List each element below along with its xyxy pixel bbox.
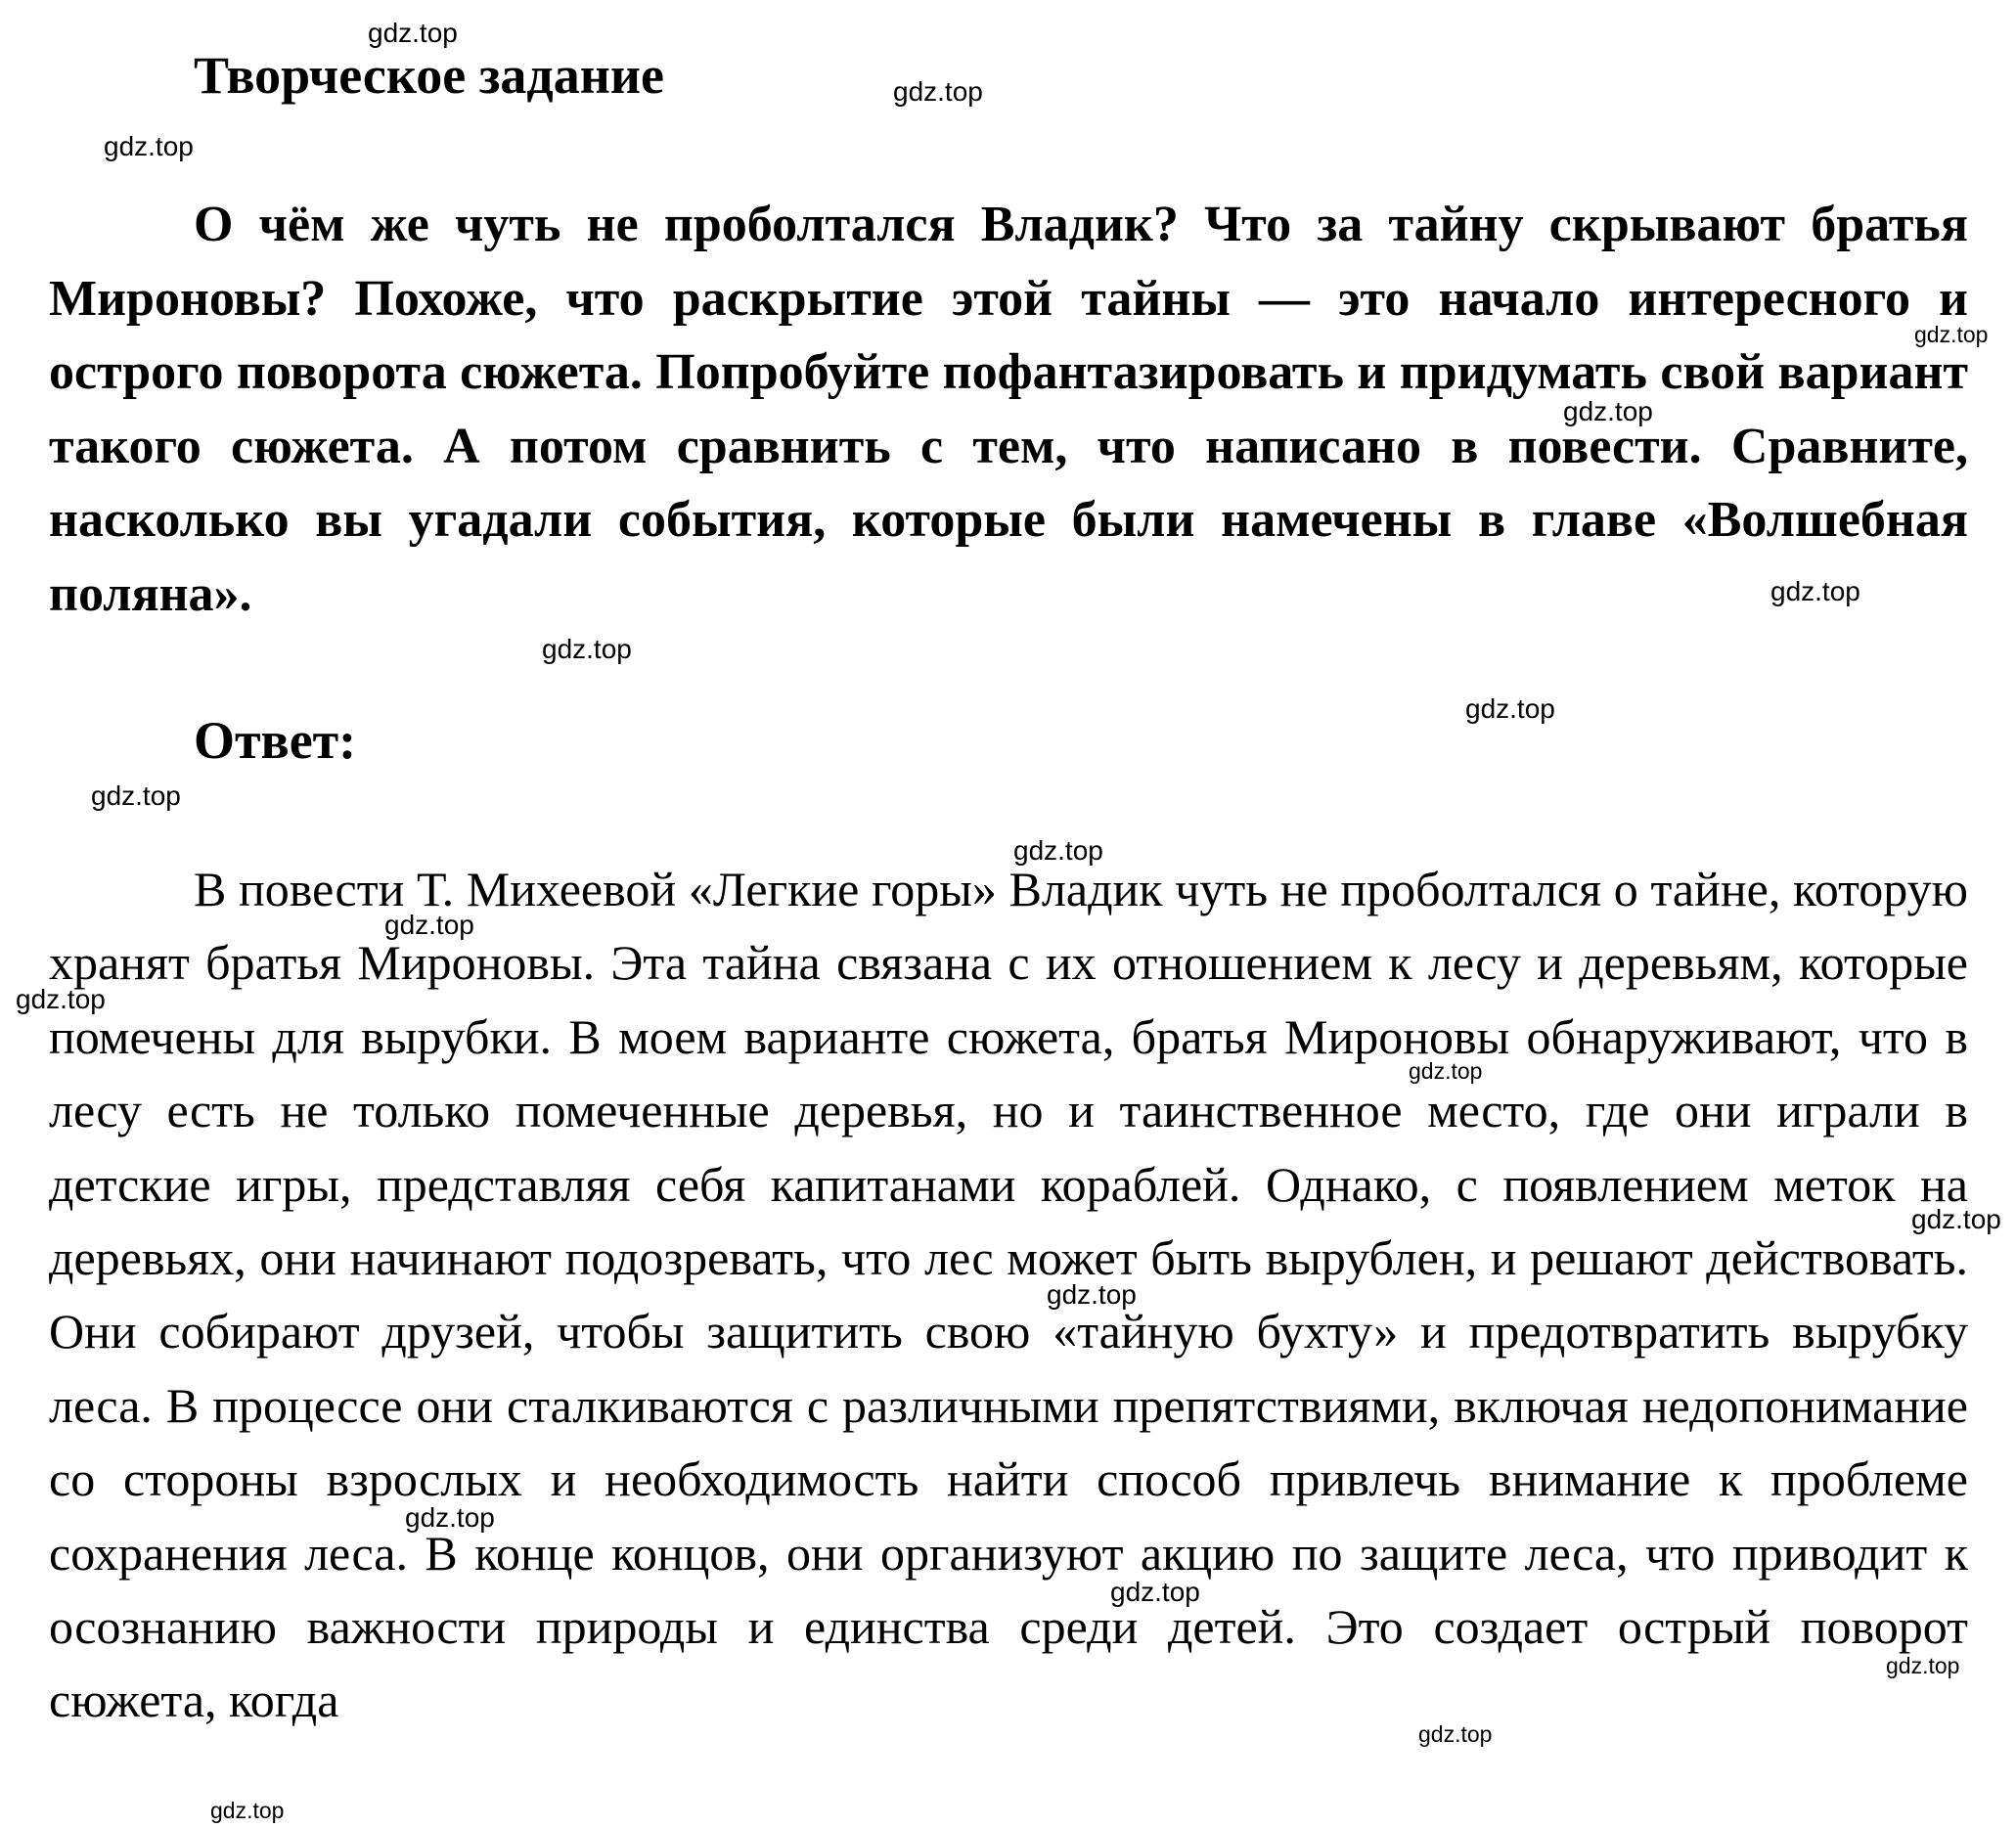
watermark: gdz.top	[1465, 693, 1555, 724]
watermark: gdz.top	[1770, 576, 1860, 606]
watermark: gdz.top	[1911, 1204, 2001, 1234]
watermark: gdz.top	[1409, 1058, 1483, 1084]
answer-heading: Ответ:	[194, 711, 357, 770]
watermark: gdz.top	[1563, 396, 1653, 426]
watermark: gdz.top	[1886, 1653, 1960, 1678]
watermark: gdz.top	[1110, 1577, 1200, 1607]
watermark: gdz.top	[405, 1502, 495, 1533]
watermark: gdz.top	[1013, 835, 1103, 866]
answer-text: В повести Т. Михеевой «Легкие горы» Владик чуть не проболтался о тайне, которую хранят братья Мироновы. Эта тайна связана с их отношением к лесу и деревьям, которые помечены для вырубки. В моем варианте сюжета, братья Мироновы обнаруживают, что в лесу есть не только помеченные деревья, но и таинственное место, где они играли в детские игры, представляя себя капитанами кораблей. Однако, с появлением меток на деревьях, они начинают подозревать, что лес может быть вырублен, и решают действовать. Они собирают друзей, чтобы защитить свою «тайную бухту» и предотвратить вырубку леса. В процессе они сталкиваются с различными препятствиями, включая недопонимание со стороны взрослых и необходимость найти способ привлечь внимание к проблеме сохранения леса. В конце концов, они организуют акцию по защите леса, что приводит к осознанию важности природы и единства среди детей. Это создает острый поворот сюжета, когда	[49, 862, 1968, 1728]
watermark: gdz.top	[91, 780, 181, 811]
watermark: gdz.top	[104, 131, 194, 161]
watermark: gdz.top	[893, 76, 983, 107]
watermark: gdz.top	[16, 984, 106, 1014]
watermark: gdz.top	[542, 634, 632, 664]
watermark: gdz.top	[210, 1798, 285, 1823]
task-text: О чём же чуть не проболтался Владик? Что за тайну скрывают братья Мироновы? Похоже, что раскрытие этой тайны — это начало интересного и острого поворота сюжета. Попробуйте пофантазировать и придумать свой вариант такого сюжета. А потом сравнить с тем, что написано в повести. Сравните, насколько вы угадали события, которые были намечены в главе «Волшебная поляна».	[49, 197, 1968, 622]
watermark: gdz.top	[1914, 322, 1989, 347]
watermark: gdz.top	[368, 18, 458, 48]
watermark: gdz.top	[1418, 1721, 1493, 1747]
watermark: gdz.top	[384, 910, 474, 940]
task-heading: Творческое задание	[194, 46, 664, 105]
watermark: gdz.top	[1047, 1279, 1137, 1310]
